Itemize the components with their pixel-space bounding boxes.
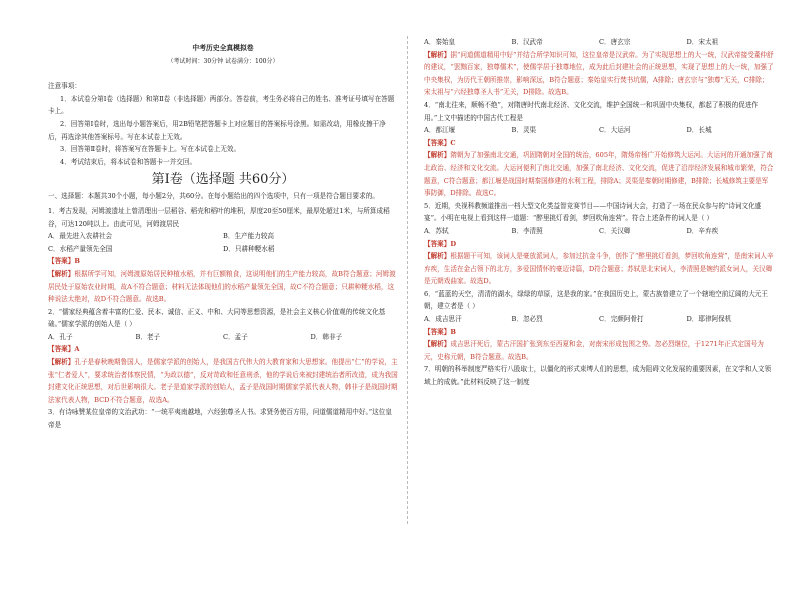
question-options (48, 331, 398, 344)
explanation-text: 根据所学可知，河姆渡原始居民种植水稻，并有巨额粮食，这说明他们的生产能力较高，故B符合题意；河姆渡居民处于原始农业时期，故A不符合题意；材料无法体现他们的水稻产量领先全国，故C不符合题意；只耕种粳水稻，这种说法太绝对，故D不符合题意。故选B。 (48, 269, 396, 304)
option: B．灵渠 (511, 126, 537, 135)
option: B．李清照 (511, 226, 543, 235)
explanation-text: 根据题干可知，该词人是豪放派词人，参加过抗金斗争，创作了“醉里挑灯看剑，梦回吹角连营”，是南宋词人辛弃疾，生活在金占领下的北方，多爱国情怀的豪迈诗篇，D符合题意；苏轼是北宋词人，李清照是婉约派女词人，关汉卿是元朝戏曲家。故选D。 (424, 252, 774, 286)
explanation-text: 隋朝为了加强南北交通，巩固隋朝对全国的统治，605年，隋炀帝杨广开始修筑大运河。大运河的开通加强了南北政治、经济和文化交流。大运河便利了南北交通，加强了南北经济、文化交流，促进了沿岸经济发展和城市繁荣，符合题意，C符合题意；都江堰是战国时期秦国修建的水利工程，排除A；灵渠是秦朝时期修建，B排除；长城修筑主要是军事防御，D排除。故选C。 (424, 151, 774, 198)
note-item: 2．回答第Ⅰ卷时，选出每小题答案后，用2B铅笔把答题卡上对应题目的答案标号涂黑。如需改动，用橡皮擦干净后，再选涂其他答案标号。写在本试卷上无效。 (48, 119, 386, 141)
option: D．辛弃疾 (686, 226, 719, 235)
right-column (424, 0, 774, 598)
option: D．只耕种粳水稻 (223, 244, 275, 253)
section-instruction: 一、选择题：本题共30个小题，每小题2分，共60分。在每小题给出的四个选项中，只有一项是符合题目要求的。 (48, 192, 379, 201)
question-stem: 6．“蓝蓝的天空，清清的湖水，绿绿的草原，这是我的家。”在我国历史上，蒙古族曾建立了一个辖地空前辽阔的大元王朝，建立者是（ ） (424, 289, 768, 311)
answer: 【答案】A (48, 345, 80, 354)
explanation (424, 49, 774, 99)
answer: 【答案】C (424, 138, 456, 147)
option: D．耶律阿保机 (686, 315, 732, 324)
option: C．完颜阿骨打 (599, 315, 644, 324)
option: B．忽必烈 (511, 315, 543, 324)
question-options (424, 313, 774, 326)
option: C．唐玄宗 (599, 38, 631, 46)
question-options (424, 225, 774, 238)
explanation (424, 250, 774, 288)
question-stem: 4．“南北往来，顺畅不绝”，对隋唐时代南北经济、文化交流，维护全国统一和巩固中央集权，都起了积极的促进作用。”上文中描述的中国古代工程是 (424, 100, 759, 122)
explanation-tag: 【解析】 (424, 50, 451, 59)
question-stem: 5．近期，央视科教频道推出一档大型文化类益智竞赛节目——中国诗词大会，打造了一场在民众参与的“诗词文化盛宴”。小明在电视上看到这样一道题：“醉里挑灯看剑，梦回吹角连营”。符合上述条件的词人是（ ） (424, 201, 762, 223)
option: A．最先进入农耕社会 (48, 232, 113, 241)
option: B．汉武帝 (511, 38, 543, 46)
explanation-text: 成吉思汗死后，蒙古汗国扩张到东至西夏和金，对南宋形成包围之势。忽必烈继位，于1271年正式定国号为元，史称元朝，B符合题意。故选B。 (424, 340, 764, 361)
note-item: 4．考试结束后，将本试卷和答题卡一并交回。 (60, 157, 197, 166)
question-stem: 7．明朝的科举制度严格实行八股取士，以僵化的形式束缚人们的思想，成为阻碍文化发展的重要因素，在文学和人文领域上的成就。”此材料反映了这一制度 (424, 365, 772, 387)
question-options (48, 230, 398, 255)
question-options (424, 36, 774, 49)
option: A．秦始皇 (424, 38, 456, 46)
exam-title: 中考历史全真模拟卷 (192, 44, 254, 52)
explanation-text: 据“问道儒道精用中好”并结合所学知识可知，这位皇帝是汉武帝。为了实现思想上的大一统，汉武帝接受董仲舒的建议，“罢黜百家，独尊儒术”，使儒学居于独尊地位，成为此后封建社会的正统思想，实现了思想上的大一统，加强了中央集权，为历代王朝所推崇，影响深远，B符合题意；秦始皇实行焚书坑儒，A排除；唐玄宗与“独尊”无关，C排除；宋太祖与“六经独尊圣人书”无关，D排除。故选B。 (424, 50, 774, 97)
explanation-tag: 【解析】 (424, 340, 451, 349)
explanation (48, 356, 398, 406)
option: A．成吉思汗 (424, 315, 462, 324)
option: C．水稻产量领先全国 (48, 244, 113, 253)
option: D．长城 (686, 126, 712, 135)
note-item: 3．回答第Ⅱ卷时，将答案写在答题卡上。写在本试卷上无效。 (60, 145, 241, 154)
note-item: 1．本试卷分第Ⅰ卷（选择题）和第Ⅱ卷（非选择题）两部分。答卷前，考生务必将自己的姓名、准考证号填写在答题卡上。 (48, 94, 395, 116)
column-divider (407, 36, 408, 524)
answer: 【答案】D (424, 239, 457, 248)
option: A．孔子 (48, 332, 73, 341)
section-title: 第Ⅰ卷（选择题 共60分） (151, 172, 295, 188)
option: A．苏轼 (424, 226, 449, 235)
option: A．都江堰 (424, 126, 456, 135)
option: B．生产能力较高 (223, 232, 275, 241)
exam-meta: （考试时间：30分钟 试卷满分：100分） (167, 57, 279, 65)
explanation-text: 孔子是春秋晚期鲁国人，是儒家学派的创始人，是我国古代伟大的大教育家和大思想家。他提出“仁”的学说，主张“仁者爱人”，要求统治者体察民情，“为政以德”，反对苛政和任意刑杀，他的学说后来被封建统治者所改造，成为我国封建文化正统思想，对后世影响很大。老子是道家学派的创始人，孟子是战国时期儒家学派代表人物，韩非子是战国时期法家代表人物，BCD不符合题意，故选A。 (48, 358, 398, 404)
option: C．关汉卿 (599, 226, 631, 235)
explanation-tag: 【解析】 (424, 252, 451, 261)
explanation-tag: 【解析】 (48, 358, 75, 367)
option: C．大运河 (599, 126, 631, 135)
explanation-tag: 【解析】 (48, 269, 75, 278)
left-column (48, 0, 398, 562)
option: C．孟子 (223, 332, 248, 341)
answer: 【答案】B (48, 257, 80, 266)
explanation (48, 268, 398, 306)
answer: 【答案】B (424, 327, 456, 336)
question-stem: 2．“儒家经典蕴含着丰富的仁爱、民本、诚信、正义、中和、大同等思想资源，是社会主义核心价值观的传统文化基础。”儒家学派的创始人是（ ） (48, 307, 386, 329)
explanation-tag: 【解析】 (424, 151, 451, 160)
option: D．韩非子 (310, 332, 343, 341)
question-stem: 3．有诗咏赞某位皇帝的文治武功：“一统平夷南越地，六经独尊圣人书。求贤务使百方用，问道儒道精用中好。”这位皇帝是 (48, 408, 392, 430)
explanation (424, 149, 774, 199)
question-options (424, 124, 774, 137)
question-stem: 1．考古发现，河姆渡遗址上曾清理出一层稻谷、稻壳和稻叶的堆积，厚度20至50厘米，最厚处超过1米，与所算成稻谷，可达120吨以上。由此可见，河姆渡居民 (48, 206, 390, 228)
explanation (424, 338, 774, 363)
option: B．老子 (135, 332, 161, 341)
notes-heading: 注意事项： (48, 82, 81, 91)
option: D．宋太祖 (686, 38, 719, 46)
